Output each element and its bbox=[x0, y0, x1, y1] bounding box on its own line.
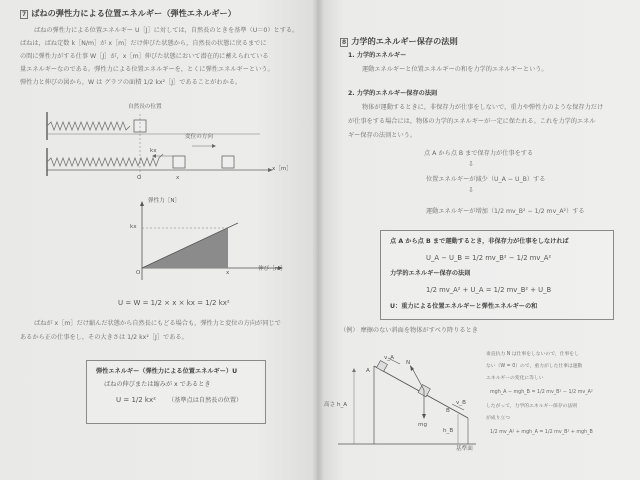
flow-arrow-2: ⇩ bbox=[468, 186, 474, 194]
left-para1-line4: 量エネルギーなのである。弾性力による位置エネルギーを，とくに弾性エネルギーという。 bbox=[20, 66, 274, 73]
displacement-direction-label: 変位の方向 bbox=[185, 134, 213, 140]
graph-origin-label: O bbox=[136, 270, 141, 276]
point-a-label: A bbox=[366, 368, 370, 374]
graph-x-label: x bbox=[226, 270, 230, 276]
flow-step-3: 運動エネルギーが増加（1/2 mv_B² − 1/2 mv_A²）する bbox=[426, 208, 585, 215]
example-caption: （例） 摩擦のない斜面を物体がすべり降りるとき bbox=[340, 327, 478, 334]
side-text-4: mgh_A − mgh_B = 1/2 mv_B² − 1/2 mv_A² bbox=[490, 390, 593, 395]
point-b-label: B bbox=[446, 408, 450, 414]
velocity-a-label: v_A bbox=[384, 355, 394, 361]
left-box-equation: U = 1/2 kx² bbox=[116, 396, 156, 404]
side-text-6: が成り立つ bbox=[486, 416, 510, 421]
gravity-label: mg bbox=[418, 422, 427, 428]
right-page bbox=[318, 0, 640, 480]
left-para1-line2: ばねは，ばね定数 k［N/m］が x［m］だけ伸びた状態から，自然長の状態に戻るまでに bbox=[20, 40, 267, 47]
left-page bbox=[0, 0, 318, 480]
spring-figure bbox=[0, 104, 300, 184]
right-box-title: 点 A から点 B まで運動するとき，非保存力が仕事をしなければ bbox=[390, 238, 569, 245]
force-kx-label: kx bbox=[150, 148, 157, 154]
left-box-note: （基準点は自然長の位置） bbox=[168, 397, 243, 404]
left-para2-line1: ばねが x［m］だけ縮んだ状態から自然長にもどる場合も，弾性力と変位の方向が同じで bbox=[34, 320, 281, 327]
side-text-3: エネルギーの変化に等しい bbox=[486, 376, 544, 381]
base-plane-label: 基準面 bbox=[456, 446, 473, 452]
right-box-note: U：重力による位置エネルギーと弾性エネルギーの和 bbox=[390, 303, 538, 310]
flow-step-2: 位置エネルギーが減少（U_A − U_B）する bbox=[426, 176, 546, 183]
left-section-number: 7 bbox=[22, 11, 27, 18]
book-gutter bbox=[312, 0, 324, 480]
graph-x-axis-label: 伸び［m］ bbox=[258, 266, 286, 272]
subsection-1-text: 運動エネルギーと位置エネルギーの和を力学的エネルギーという。 bbox=[362, 66, 548, 73]
right-box-subheading: 力学的エネルギー保存の法則 bbox=[390, 270, 471, 277]
elastic-energy-equation: U = W = 1/2 × x × kx = 1/2 kx² bbox=[118, 299, 230, 307]
left-section-heading bbox=[20, 9, 236, 19]
right-section-heading bbox=[340, 37, 458, 47]
fig1-x-axis-label: x［m］ bbox=[272, 166, 292, 172]
side-text-2: ない（W = 0）ので，重力がした仕事は運動 bbox=[486, 364, 583, 369]
subsection-1-heading: 1. 力学的エネルギー bbox=[348, 52, 407, 59]
subsection-2-line2: が仕事をする場合には，物体の力学的エネルギーが一定に保たれる。これを力学的エネル bbox=[348, 118, 596, 125]
flow-arrow-1: ⇩ bbox=[468, 160, 474, 168]
graph-kx-label: kx bbox=[130, 224, 137, 230]
left-para1-line1: ばねの弾性力による位置エネルギー U［J］に対しては，自然長のときを基準（U＝0）とする。 bbox=[34, 27, 299, 34]
left-para1-line3: の間に弾性力がする仕事 W［J］が，x［m］伸びた状態において潜在的に蓄えられている bbox=[20, 53, 269, 60]
velocity-b-label: v_B bbox=[456, 400, 466, 406]
normal-force-label: N bbox=[406, 360, 411, 366]
right-section-number: 8 bbox=[342, 39, 347, 46]
fig1-x-label: x bbox=[176, 175, 180, 181]
left-box-title: 弾性エネルギー（弾性力による位置エネルギー）U bbox=[96, 368, 238, 375]
natural-length-label: 自然長の位置 bbox=[128, 104, 162, 110]
subsection-2-heading: 2. 力学的エネルギー保存の法則 bbox=[348, 90, 438, 97]
height-a-label: 高さ h_A bbox=[324, 402, 348, 408]
side-text-5: したがって，力学的エネルギー保存の法則 bbox=[486, 404, 578, 409]
left-section-title: ばねの弾性力による位置エネルギー（弾性エネルギー） bbox=[31, 8, 236, 18]
height-b-label: h_B bbox=[443, 428, 454, 434]
subsection-2-line3: ギー保存の法則という。 bbox=[348, 132, 417, 139]
side-text-1: 垂直抗力 N は仕事をしないので，仕事をし bbox=[486, 352, 579, 357]
fig1-origin-label: O bbox=[137, 175, 142, 181]
right-section-title: 力学的エネルギー保存の法則 bbox=[351, 36, 458, 46]
left-box-line2: ばねの伸びまたは縮みが x であるとき bbox=[104, 381, 211, 388]
right-box-equation-1: U_A − U_B = 1/2 mv_B² − 1/2 mv_A² bbox=[426, 254, 552, 262]
flow-step-1: 点 A から点 B まで保存力が仕事をする bbox=[424, 150, 534, 157]
right-box-equation-2: 1/2 mv_A² + U_A = 1/2 mv_B² + U_B bbox=[426, 286, 552, 294]
subsection-2-line1: 物体が運動するときに，非保存力が仕事をしないで，重力や弾性力のような保存力だけ bbox=[362, 104, 604, 111]
left-para2-line2: あるから正の仕事をし，その大きさは 1/2 kx²［J］である。 bbox=[20, 334, 188, 341]
side-text-7: 1/2 mv_A² + mgh_A = 1/2 mv_B² + mgh_B bbox=[490, 430, 593, 435]
left-para1-line5: 弾性力と伸びの図から，W は グラフの面積 1/2 kx²［J］であることがわかる。 bbox=[20, 79, 242, 86]
graph-y-axis-label: 弾性力［N］ bbox=[148, 198, 181, 204]
